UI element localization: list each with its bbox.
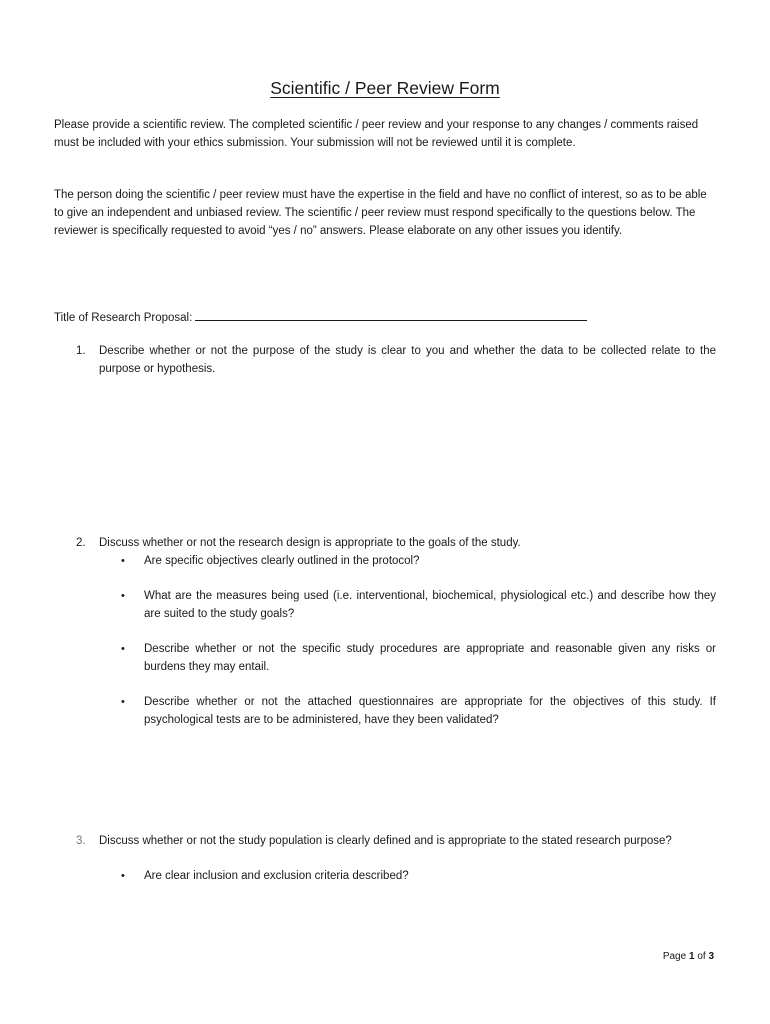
question-3 <box>76 832 716 850</box>
question-2 <box>76 534 716 552</box>
page-word: Page <box>662 951 687 962</box>
question-text: Discuss whether or not the study population is clearly defined and is appropriate to the stated research purpose? <box>99 835 672 847</box>
question-text: Discuss whether or not the research design is appropriate to the goals of the study. <box>99 537 521 549</box>
intro-paragraph-1: Please provide a scientific review. The completed scientific / peer review and your response to any changes / comments raised must be included with your ethics submission. Your submission will not be reviewed until it is complete. <box>54 119 699 149</box>
total-pages: 3 <box>708 951 714 962</box>
current-page: 1 <box>688 951 695 962</box>
question-3-bullet-1 <box>121 867 716 885</box>
question-number: 2. <box>76 537 86 549</box>
question-2-bullet-1 <box>121 552 716 570</box>
bullet-icon: • <box>121 590 125 602</box>
bullet-icon: • <box>121 696 125 708</box>
bullet-text: Are clear inclusion and exclusion criteria described? <box>144 870 409 882</box>
bullet-icon: • <box>121 555 125 567</box>
bullet-icon: • <box>121 643 125 655</box>
bullet-text: Describe whether or not the attached questionnaires are appropriate for the objectives of this study. If psychological tests are to be administered, have they been validated? <box>144 696 716 726</box>
question-number: 3. <box>76 835 86 847</box>
proposal-title-field[interactable] <box>195 308 587 321</box>
question-2-bullet-3 <box>121 640 716 676</box>
of-word: of <box>697 951 706 962</box>
proposal-title-row <box>54 308 587 327</box>
form-title: Scientific / Peer Review Form <box>270 78 500 98</box>
question-2-bullet-2 <box>121 587 716 623</box>
page-number <box>663 948 714 966</box>
bullet-text: What are the measures being used (i.e. interventional, biochemical, physiological etc.) and describe how they are suited to the study goals? <box>144 590 716 620</box>
intro-paragraph-2: The person doing the scientific / peer review must have the expertise in the field and have no conflict of interest, so as to be able to give an independent and unbiased review. The scientific / peer review must respond specifically to the questions below. The reviewer is specifically requested to avoid “yes / no” answers. Please elaborate on any other issues you identify. <box>54 189 707 237</box>
question-number: 1. <box>76 345 86 357</box>
bullet-text: Are specific objectives clearly outlined in the protocol? <box>144 555 420 567</box>
question-text: Describe whether or not the purpose of the study is clear to you and whether the data to be collected relate to the purpose or hypothesis. <box>99 345 716 375</box>
question-2-bullet-4 <box>121 693 716 729</box>
bullet-icon: • <box>121 870 125 882</box>
bullet-text: Describe whether or not the specific study procedures are appropriate and reasonable given any risks or burdens they may entail. <box>144 643 716 673</box>
question-1 <box>76 342 716 378</box>
proposal-title-label: Title of Research Proposal: <box>54 312 193 324</box>
